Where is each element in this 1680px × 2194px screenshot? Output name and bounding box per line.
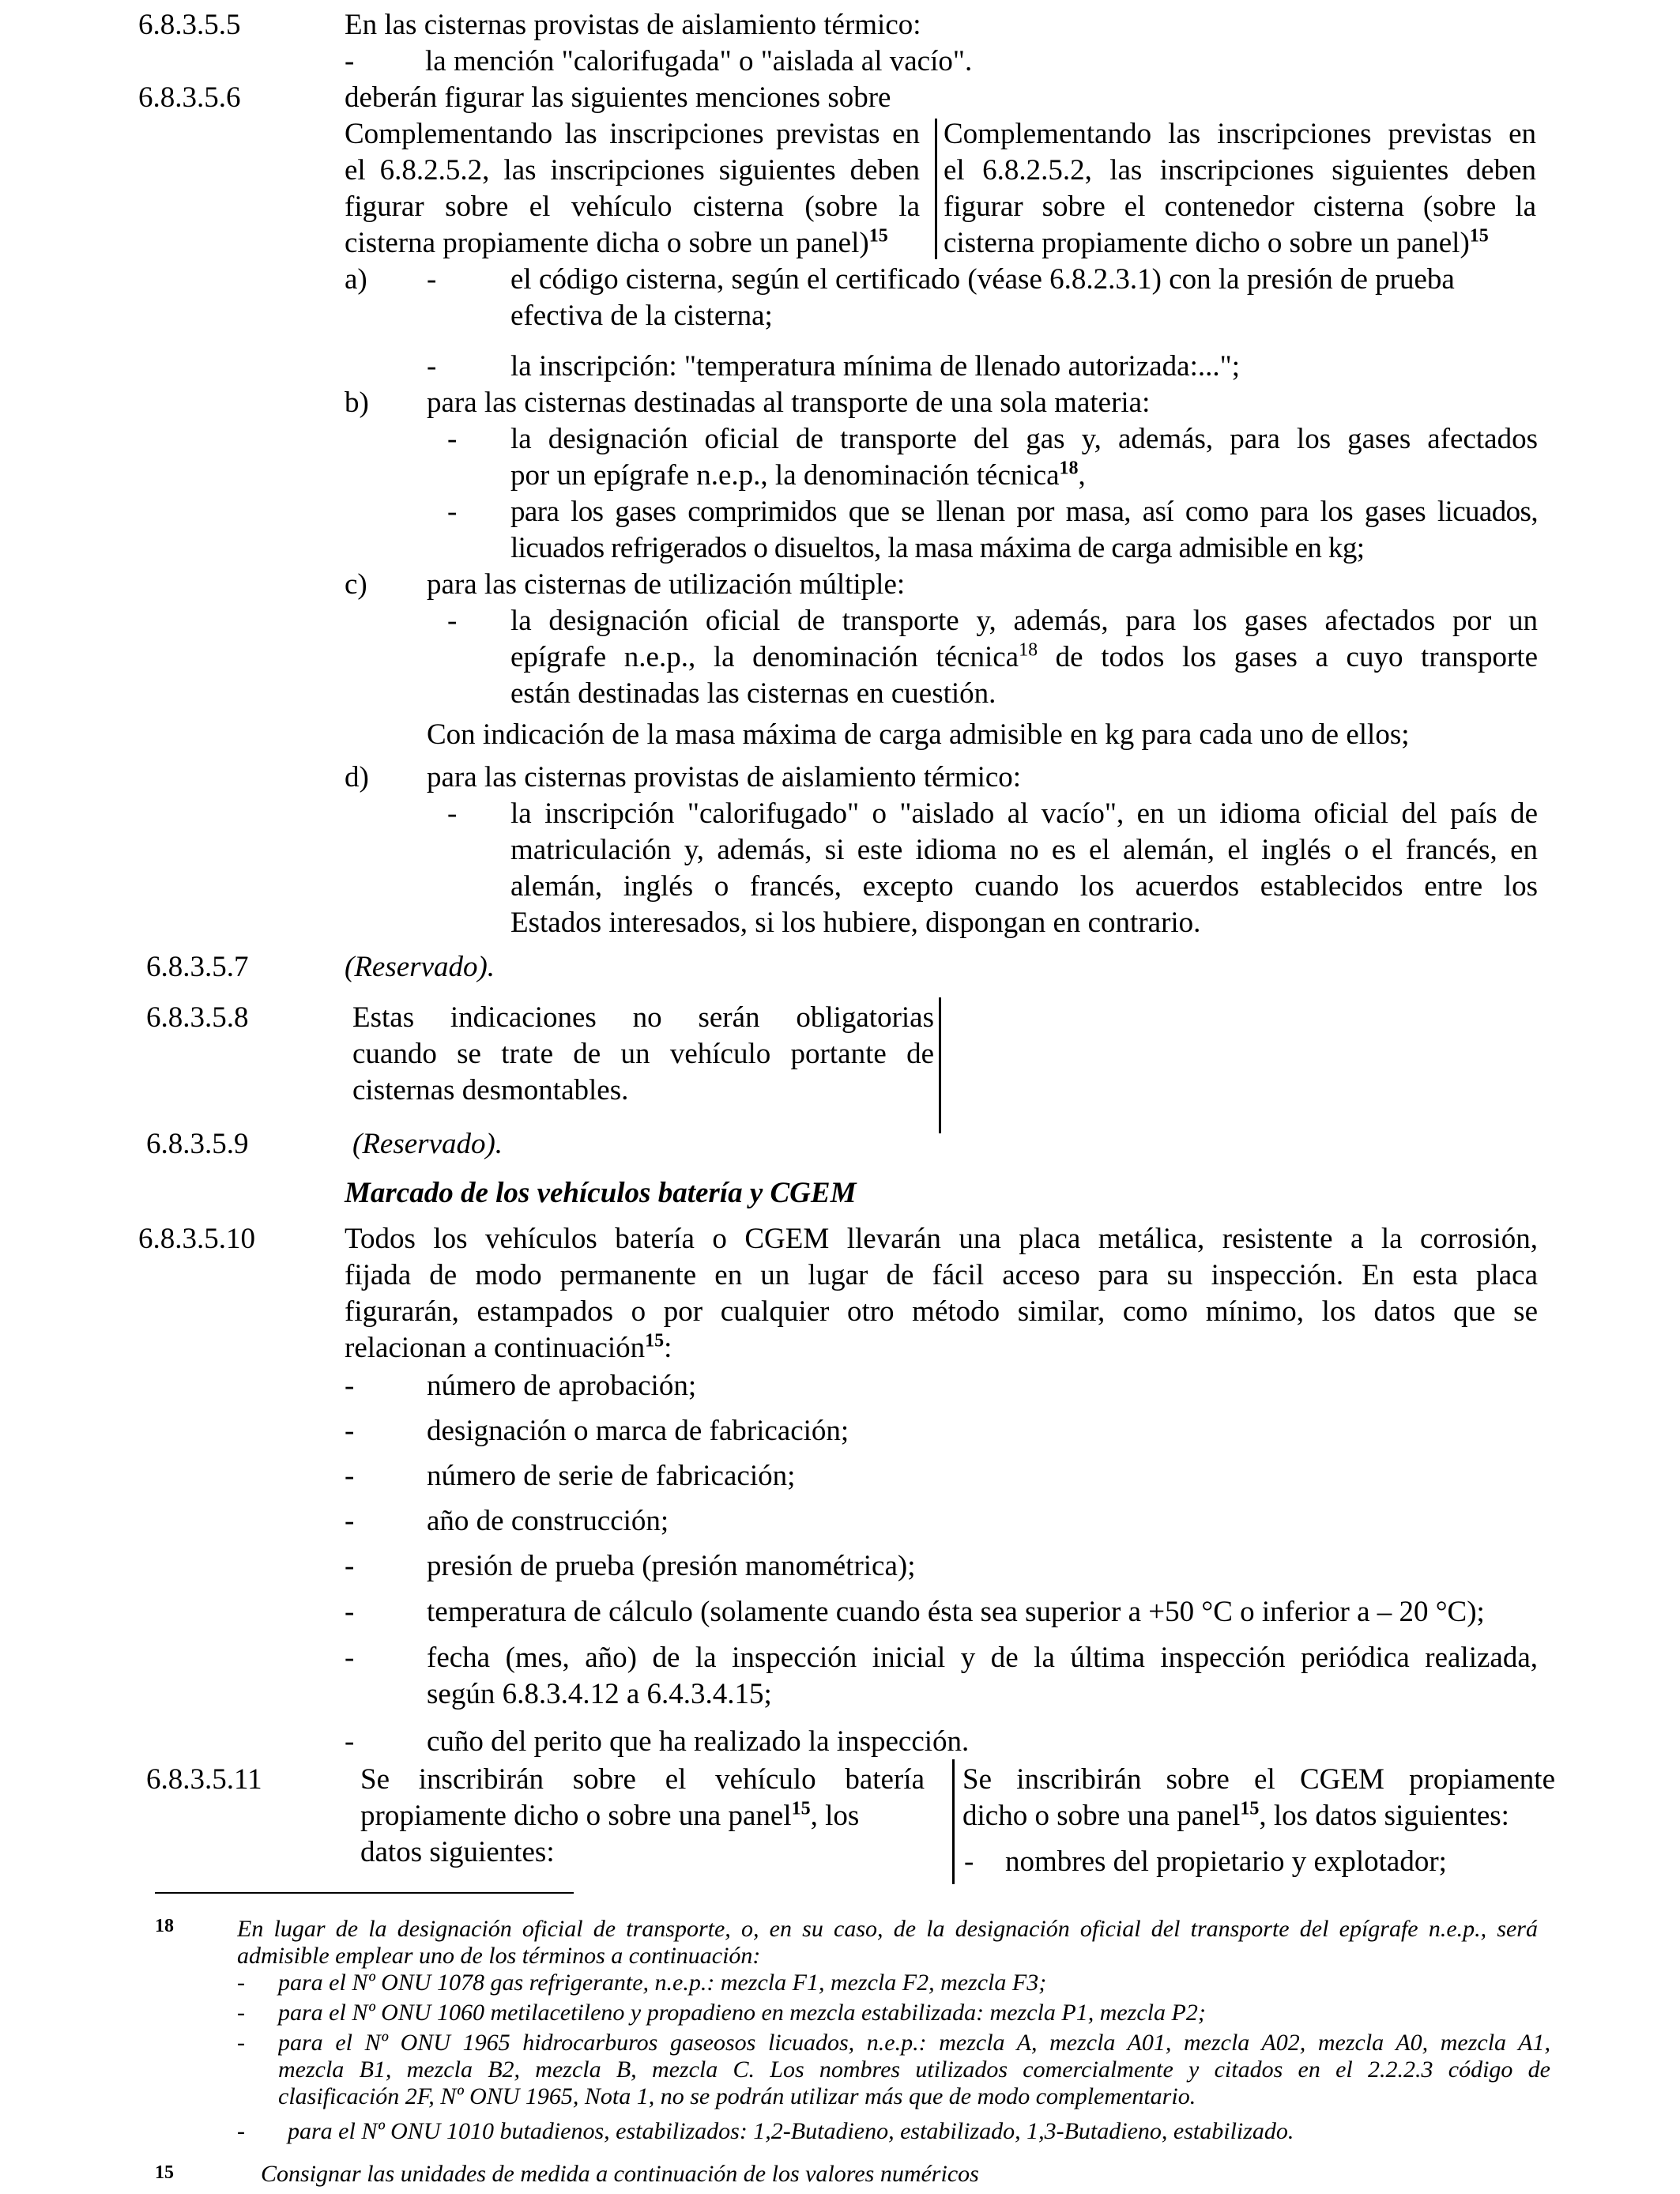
list-item: para las cisternas destinadas al transporte de una sola materia: xyxy=(427,386,1151,419)
list-item: para los gases comprimidos que se llenan por masa, así como para los gases licuados, xyxy=(510,496,1538,528)
list-dash: - xyxy=(447,423,458,455)
list-dash: - xyxy=(447,797,458,830)
col-left-line: Se inscribirán sobre el vehículo batería xyxy=(360,1763,925,1796)
list-dash: - xyxy=(345,1725,355,1758)
footnote-ref: 15 xyxy=(1240,1798,1260,1819)
list-item: alemán, inglés o francés, excepto cuando los acuerdos establecidos entre los xyxy=(510,870,1538,903)
footnote-item: clasificación 2F, Nº ONU 1965, Nota 1, no se podrán utilizar más que de modo complementario. xyxy=(278,2083,1196,2109)
list-dash: - xyxy=(427,350,437,383)
list-item: la designación oficial de transporte y, además, para los gases afectados por un xyxy=(510,605,1538,637)
section-number: 6.8.3.5.5 xyxy=(138,9,241,41)
col-left-line: Complementando las inscripciones previstas en xyxy=(345,118,920,150)
section-text: deberán figurar las siguientes menciones sobre xyxy=(345,81,891,114)
section-number: 6.8.3.5.7 xyxy=(146,951,249,983)
section-heading: Marcado de los vehículos batería y CGEM xyxy=(345,1177,857,1209)
col-right-line: figurar sobre el contenedor cisterna (sobre la xyxy=(944,190,1536,223)
col-left-line: propiamente dicho o sobre una panel$^{15}$, los xyxy=(360,1798,860,1832)
list-dash: - xyxy=(345,1596,355,1628)
list-item: el código cisterna, según el certificado (véase 6.8.2.3.1) con la presión de prueba xyxy=(510,263,1455,296)
section-number: 6.8.3.5.10 xyxy=(138,1223,255,1255)
section-number: 6.8.3.5.9 xyxy=(146,1128,249,1160)
list-item: para las cisternas de utilización múltiple: xyxy=(427,568,906,601)
col-right-line: dicho o sobre una panel$^{15}$, los datos siguientes: xyxy=(962,1798,1509,1832)
list-dash: - xyxy=(345,1550,355,1582)
section-text: (Reservado). xyxy=(345,951,495,983)
footnote-item: para el Nº ONU 1060 metilacetileno y propadieno en mezcla estabilizada: mezcla P1, mezcla P2; xyxy=(278,2000,1206,2026)
section-number: 6.8.3.5.8 xyxy=(146,1001,249,1034)
list-item: cuño del perito que ha realizado la inspección. xyxy=(427,1725,970,1758)
column-divider xyxy=(939,997,941,1133)
list-item: presión de prueba (presión manométrica); xyxy=(427,1550,916,1582)
list-item: fecha (mes, año) de la inspección inicial y de la última inspección periódica realizada, xyxy=(427,1642,1538,1674)
section-number: 6.8.3.5.11 xyxy=(146,1763,262,1796)
list-dash: - xyxy=(345,1415,355,1447)
list-item: año de construcción; xyxy=(427,1505,669,1537)
list-item: por un epígrafe n.e.p., la denominación técnica$^{18}$, xyxy=(510,458,1086,492)
list-item: la mención "calorifugada" o "aislada al vacío". xyxy=(425,45,973,77)
list-label: a) xyxy=(345,263,367,296)
list-item: la inscripción "calorifugado" o "aislado al vacío", en un idioma oficial del país de xyxy=(510,797,1538,830)
footnote-number: 15 xyxy=(155,2162,174,2183)
footnote-separator xyxy=(155,1892,574,1894)
footnote-ref: 15 xyxy=(645,1330,665,1351)
list-item: licuados refrigerados o disueltos, la masa máxima de carga admisible en kg; xyxy=(510,532,1365,564)
col-left-line: figurar sobre el vehículo cisterna (sobre la xyxy=(345,190,920,223)
footnote-item: para el Nº ONU 1010 butadienos, estabilizados: 1,2-Butadieno, estabilizado, 1,3-Butadieno, estabilizado. xyxy=(288,2118,1294,2144)
list-item: nombres del propietario y explotador; xyxy=(1005,1845,1447,1878)
footnote-ref: 15 xyxy=(868,225,888,247)
list-item: Estados interesados, si los hubiere, dispongan en contrario. xyxy=(510,907,1201,939)
list-item: están destinadas las cisternas en cuestión. xyxy=(510,677,996,710)
list-item: para las cisternas provistas de aislamiento térmico: xyxy=(427,761,1022,794)
col-right-line: cisterna propiamente dicho o sobre un panel)$^{15}$ xyxy=(944,225,1489,259)
col-left-line: cisterna propiamente dicha o sobre un panel)$^{15}$ xyxy=(345,225,888,259)
list-item: la inscripción: "temperatura mínima de llenado autorizada:..."; xyxy=(510,350,1241,383)
list-item: número de serie de fabricación; xyxy=(427,1460,796,1492)
col-left-line: datos siguientes: xyxy=(360,1836,555,1868)
list-dash: - xyxy=(237,2030,245,2056)
list-item: temperatura de cálculo (solamente cuando ésta sea superior a +50 °C o inferior a – 20 °C); xyxy=(427,1596,1485,1628)
col-right-line: el 6.8.2.5.2, las inscripciones siguientes deben xyxy=(944,154,1536,187)
section-text: En las cisternas provistas de aislamiento térmico: xyxy=(345,9,921,41)
list-item: designación o marca de fabricación; xyxy=(427,1415,849,1447)
footnote-item: mezcla B1, mezcla B2, mezcla B, mezcla C. Los nombres utilizados comercialmente y citados en el 2.2.2.3 código de xyxy=(278,2056,1550,2083)
list-item: número de aprobación; xyxy=(427,1370,697,1402)
column-divider xyxy=(935,119,937,259)
list-label: c) xyxy=(345,568,367,601)
list-dash: - xyxy=(964,1845,974,1878)
column-divider xyxy=(952,1759,955,1884)
col-left-line: el 6.8.2.5.2, las inscripciones siguientes deben xyxy=(345,154,920,187)
list-label: d) xyxy=(345,761,369,794)
section-text: cuando se trate de un vehículo portante de xyxy=(352,1038,934,1070)
list-item: según 6.8.3.4.12 a 6.4.3.4.15; xyxy=(427,1678,772,1710)
list-dash: - xyxy=(345,1642,355,1674)
list-dash: - xyxy=(427,263,437,296)
list-dash: - xyxy=(237,2000,245,2026)
list-dash: - xyxy=(345,1370,355,1402)
section-text: cisternas desmontables. xyxy=(352,1074,629,1106)
footnote-text: Consignar las unidades de medida a continuación de los valores numéricos xyxy=(261,2161,979,2187)
list-dash: - xyxy=(237,2118,245,2144)
list-item: efectiva de la cisterna; xyxy=(510,300,773,332)
footnote-text: admisible emplear uno de los términos a continuación: xyxy=(237,1943,761,1969)
section-text: Estas indicaciones no serán obligatorias xyxy=(352,1001,934,1034)
list-note: Con indicación de la masa máxima de carga admisible en kg para cada uno de ellos; xyxy=(427,718,1410,751)
list-label: b) xyxy=(345,386,369,419)
list-dash: - xyxy=(447,496,458,528)
section-text: Todos los vehículos batería o CGEM llevarán una placa metálica, resistente a la corrosión, xyxy=(345,1223,1538,1255)
list-item: epígrafe n.e.p., la denominación técnica$^{18}$ de todos los gases a cuyo transporte xyxy=(510,639,1538,673)
footnote-ref: 15 xyxy=(791,1798,811,1819)
footnote-item: para el Nº ONU 1078 gas refrigerante, n.e.p.: mezcla F1, mezcla F2, mezcla F3; xyxy=(278,1970,1047,1996)
footnote-item: para el Nº ONU 1965 hidrocarburos gaseosos licuados, n.e.p.: mezcla A, mezcla A01, mezcla A02, mezcla A0, mezcla A1, xyxy=(278,2030,1550,2056)
list-dash: - xyxy=(345,45,355,77)
list-dash: - xyxy=(345,1505,355,1537)
footnote-ref: 18 xyxy=(1019,639,1038,661)
footnote-text: En lugar de la designación oficial de transporte, o, en su caso, de la designación oficial del transporte del epígrafe n.e.p., será xyxy=(237,1916,1538,1942)
section-text: relacionan a continuación$^{15}$: xyxy=(345,1330,672,1364)
footnote-ref: 15 xyxy=(1469,225,1489,247)
footnote-number: 18 xyxy=(155,1916,174,1936)
list-dash: - xyxy=(447,605,458,637)
list-item: la designación oficial de transporte del gas y, además, para los gases afectados xyxy=(510,423,1538,455)
section-number: 6.8.3.5.6 xyxy=(138,81,241,114)
col-right-line: Complementando las inscripciones previstas en xyxy=(944,118,1536,150)
footnote-ref: 18 xyxy=(1059,458,1079,479)
col-right-line: Se inscribirán sobre el CGEM propiamente xyxy=(962,1763,1555,1796)
section-text: figurarán, estampados o por cualquier otro método similar, como mínimo, los datos que se xyxy=(345,1295,1538,1328)
list-item: matriculación y, además, si este idioma no es el alemán, el inglés o el francés, en xyxy=(510,834,1538,866)
section-text: (Reservado). xyxy=(352,1128,503,1160)
section-text: fijada de modo permanente en un lugar de fácil acceso para su inspección. En esta placa xyxy=(345,1259,1538,1291)
list-dash: - xyxy=(345,1460,355,1492)
list-dash: - xyxy=(237,1970,245,1996)
